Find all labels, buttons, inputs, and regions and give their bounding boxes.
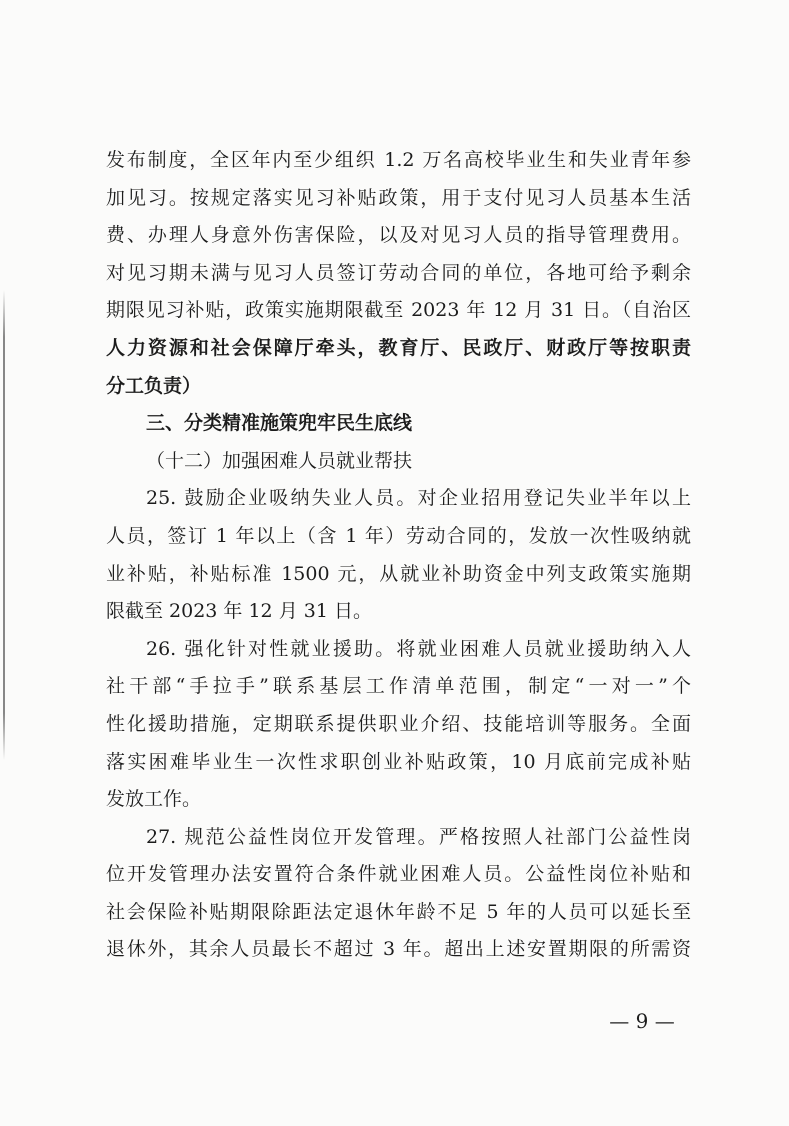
subsection-heading: （十二）加强困难人员就业帮扶 — [146, 449, 413, 472]
text-line: 限截至 2023 年 12 月 31 日。 — [106, 600, 372, 623]
text-line: 发布制度，全区年内至少组织 1.2 万名高校毕业生和失业青年参 — [106, 149, 691, 171]
text-line: 人员，签订 1 年以上（含 1 年）劳动合同的，发放一次性吸纳就 — [106, 524, 691, 547]
page-number: — 9 — — [609, 1009, 675, 1033]
section-heading: 三、分类精准施策兜牢民生底线 — [146, 412, 413, 435]
text-line: 性化援助措施，定期联系提供职业介绍、技能培训等服务。全面 — [106, 712, 691, 735]
text-line: 分工负责） — [106, 374, 202, 397]
text-line: 社会保险补贴期限除距法定退休年龄不足 5 年的人员可以延长至 — [106, 900, 691, 923]
text-line: 社干部“手拉手”联系基层工作清单范围，制定“一对一”个 — [106, 675, 691, 698]
text-line: 期限见习补贴，政策实施期限截至 2023 年 12 月 31 日。（自治区 — [106, 299, 691, 322]
scan-edge-shadow — [3, 290, 5, 760]
text-line: 落实困难毕业生一次性求职创业补贴政策，10 月底前完成补贴 — [106, 750, 691, 773]
document-body — [106, 142, 691, 969]
text-line: 费、办理人身意外伤害保险，以及对见习人员的指导管理费用。 — [106, 224, 691, 247]
text-line: 人力资源和社会保障厅牵头，教育厅、民政厅、财政厅等按职责 — [106, 336, 691, 359]
text-line: 业补贴，补贴标准 1500 元，从就业补助资金中列支政策实施期 — [106, 562, 691, 585]
text-line: 发放工作。 — [106, 788, 202, 811]
paragraph-first-line: 27. 规范公益性岗位开发管理。严格按照人社部门公益性岗 — [146, 825, 691, 848]
paragraph-first-line: 25. 鼓励企业吸纳失业人员。对企业招用登记失业半年以上 — [146, 487, 691, 510]
text-line: 对见习期未满与见习人员签订劳动合同的单位，各地可给予剩余 — [106, 261, 691, 284]
paragraph-first-line: 26. 强化针对性就业援助。将就业困难人员就业援助纳入人 — [146, 637, 691, 660]
text-line: 位开发管理办法安置符合条件就业困难人员。公益性岗位补贴和 — [106, 863, 691, 886]
text-line: 加见习。按规定落实见习补贴政策，用于支付见习人员基本生活 — [106, 186, 691, 209]
text-line: 退休外，其余人员最长不超过 3 年。超出上述安置期限的所需资 — [106, 938, 691, 961]
